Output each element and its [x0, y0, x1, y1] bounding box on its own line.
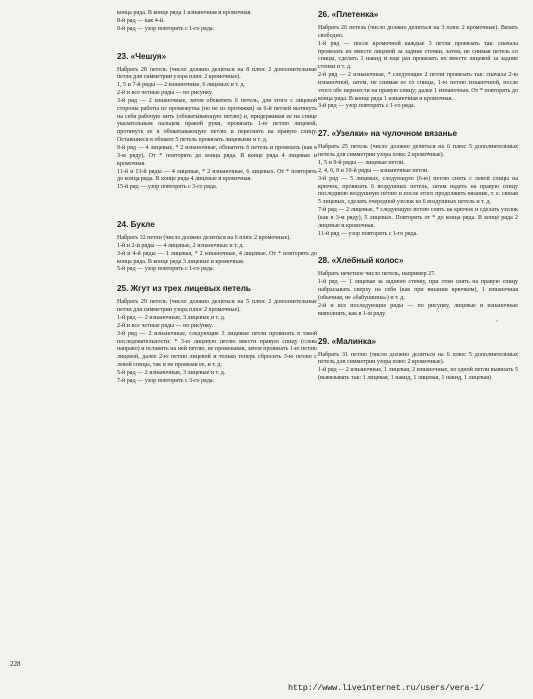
section-title: 26. «Плетенка» [318, 10, 379, 19]
section-29 [318, 337, 518, 383]
paragraph: 15-й ряд — узор повторять с 3-го ряда. [117, 184, 218, 191]
paragraph: 3-й ряд — 2 изнаночные, затем обхватить 6 петель, для этого с лицевой стороны работы из промежутка (но не из протяжки) за 6-й петлей вытянуть на себя рабочую нить (обхватывающую петлю) и, придерживая ее на спице указательным пальцем правой руки, провязать 1-ю петлю лицевой, протянуть ее в обхватывающую петлю и переснять на правую спицу. Оставшиеся в обхвате 5 петель провязать лицевыми и т. д. [117, 97, 317, 144]
right-column [318, 10, 518, 383]
paragraph: 11-й ряд — узор повторять с 1-го ряда. [318, 230, 418, 237]
paragraph: 7-й ряд — узор повторять с 3-го ряда. [117, 377, 215, 384]
source-url-watermark: http://www.liveinternet.ru/users/vera-1/ [288, 683, 485, 693]
paragraph: 5-й ряд — 2 изнаночные, 3 лицевые и т. д. [117, 369, 226, 376]
paragraph: 1-й ряд — после кромочной каждые 3 петли провязать так: сначала провязать их вместе лицевой за задние стенки, затем, не снимая петель со спицы, сделать 1 накид и еще раз провязать их вместе лицевой за задние стенки и т. д. [318, 40, 518, 71]
section-title: 27. «Узелки» на чулочном вязанье [318, 129, 458, 139]
paragraph: 2-й ряд — 2 изнаночные, * следующие 2 петли провязать так: сначала 2-ю изнаночной, затем, не снимая ее со спицы, 1-ю петлю изнаночной, после этого обе перенести на правую спицу; далее 1 изнаночная. От * повторять до конца ряда. В конце ряда 1 изнаночная и кромочная. [318, 72, 518, 102]
section-title: 25. Жгут из трех лицевых петель [117, 284, 251, 294]
section-title: 28. «Хлебный колос» [318, 256, 404, 266]
paragraph: 8-й ряд — как 4-й. [117, 17, 165, 24]
paragraph: 3-й ряд — 2 изнаночные, следующие 3 лицевые петли провязать в такой последовательности: * 3-ю лицевую петлю ввести правую спицу (слева направо) и оставить на ней петлю, не провязывая, затем провязать 1-ю петлю лицевой, далее 2-ю петлю лицевой и только теперь сбросить 3-ю петлю с левой спицы, так и не провязав ее, и т. д. [117, 330, 317, 369]
paragraph: Набрать 25 петель (число должно делиться на 6 плюс 5 дополнительных петель для симметрии узора плюс 2 кромочные). [318, 144, 518, 159]
paragraph: 2-й и все четные ряды — по рисунку. [117, 322, 213, 329]
paragraph: 9-й ряд — узор повторять с 1-го ряда. [117, 25, 215, 32]
paragraph: 7-й ряд — 2 лицевые, * следующую петлю снять на крючок и сделать узелок (как в 3-м ряду), 5 лицевых. Повторять от * до конца ряда. В конце ряда 2 лицевые и кромочная. [318, 207, 518, 229]
scan-speck [322, 312, 324, 314]
paragraph: 2, 4, 6, 8 и 10-й ряды — изнаночные петли. [318, 167, 429, 174]
paragraph: Набрать 26 петель (число должно делиться на 3 плюс 2 кромочные). Вязать свободно. [318, 25, 518, 39]
paragraph: 1, 5 и 9-й ряды — лицевые петли. [318, 160, 405, 166]
section-26 [318, 10, 518, 111]
paragraph: 1-й и 2-й ряды — 4 лицевые, 2 изнаночные и т. д. [117, 242, 244, 249]
section-23 [117, 52, 317, 193]
paragraph: 1-й ряд — 2 изнаночные, 3 лицевые и т. д. [117, 314, 226, 321]
paragraph: 1-й ряд — 2 изнаночные, 1 лицевая, 2 изнаночные, из одной петли вывязать 5 (вывязывать так: 1 лицевая, 1 накид, 1 лицевая, 1 накид, 1 лицевая) [318, 367, 518, 382]
section-27 [318, 129, 518, 238]
section-title: 24. Букле [117, 220, 155, 230]
paragraph: Набрать 28 петель (число должно делиться на 8 плюс 2 дополнительные петли для симметрии узора плюс 2 кромочные). [117, 66, 317, 81]
section-25 [117, 284, 317, 385]
paragraph: конца ряда. В конце ряда 1 изнаночная и кромочная. [117, 10, 252, 16]
page-number: 228 [10, 660, 21, 668]
paragraph: 3-й ряд — 5 лицевых, следующую (6-ю) петлю снять с левой спицы на крючок, провязать 6 воздушных петель, затем надеть на правую спицу последнюю воздушную петлю и после этого продолжить вязание, т. е. связав 5 лицевых, сделать очередной узелок из 6 воздушных петель и т. д. [318, 175, 518, 206]
paragraph: Набрать 31 петлю (число должно делиться на 6 плюс 5 дополнительных петель для симметрии узора плюс 2 кромочные). [318, 351, 518, 366]
paragraph: Набрать 32 петли (число должно делиться на 6 плюс 2 кромочные). [117, 235, 291, 242]
section-28 [318, 256, 518, 318]
paragraph: 3-й и 4-й ряды — 1 лицевая, * 2 изнаночные, 4 лицевые. От * повторять до конца ряда. В конце ряда 3 лицевые и кромочная. [117, 250, 317, 265]
paragraph: 9-й ряд — 4 лицевые, * 2 изнаночные, обхватить 6 петель и провязать (как в 3-м ряду). От * повторять до конца ряда. В конце ряда 4 лицевые и кромочная. [117, 144, 317, 167]
paragraph: 2-й и все последующие ряды — по рисунку, лицевые и изнаночные выполнять, как в 1-м ряду. [318, 302, 518, 317]
paragraph: 1, 5 и 7-й ряды — 2 изнаночные, 6 лицевых и т. д. [117, 82, 246, 89]
section-title: 23. «Чешуя» [117, 51, 167, 61]
left-column [117, 10, 317, 386]
paragraph: 1-й ряд — 1 лицевая за заднюю стенку, при этом снять на правую спицу набрасывать сверху на себя (как при вязании крючком), 1 изнаночная (обычная, не «бабушкина») и т. д. [318, 279, 518, 301]
continuation-block [117, 10, 317, 34]
paragraph: 2-й и все четные ряды — по рисунку. [117, 90, 213, 97]
paragraph: Набрать нечетное число петель, например 27. [318, 271, 436, 278]
section-title: 29. «Малинка» [318, 336, 377, 346]
paragraph: 5-й ряд — узор повторять с 1-го ряда. [117, 266, 215, 273]
scan-speck [496, 320, 498, 322]
section-24 [117, 220, 317, 274]
paragraph: 11-й и 13-й ряды — 4 лицевые, * 2 изнаночные, 6 лицевых. От * повторять до конца ряда. В конце ряда 4 лицевые и кромочная. [117, 168, 317, 183]
paragraph: 3-й ряд — узор повторять с 1-го ряда. [318, 103, 416, 110]
paragraph: Набрать 29 петель (число должно делиться на 5 плюс 2 дополнительные петли для симметрии узора плюс 2 кромочные). [117, 299, 317, 314]
